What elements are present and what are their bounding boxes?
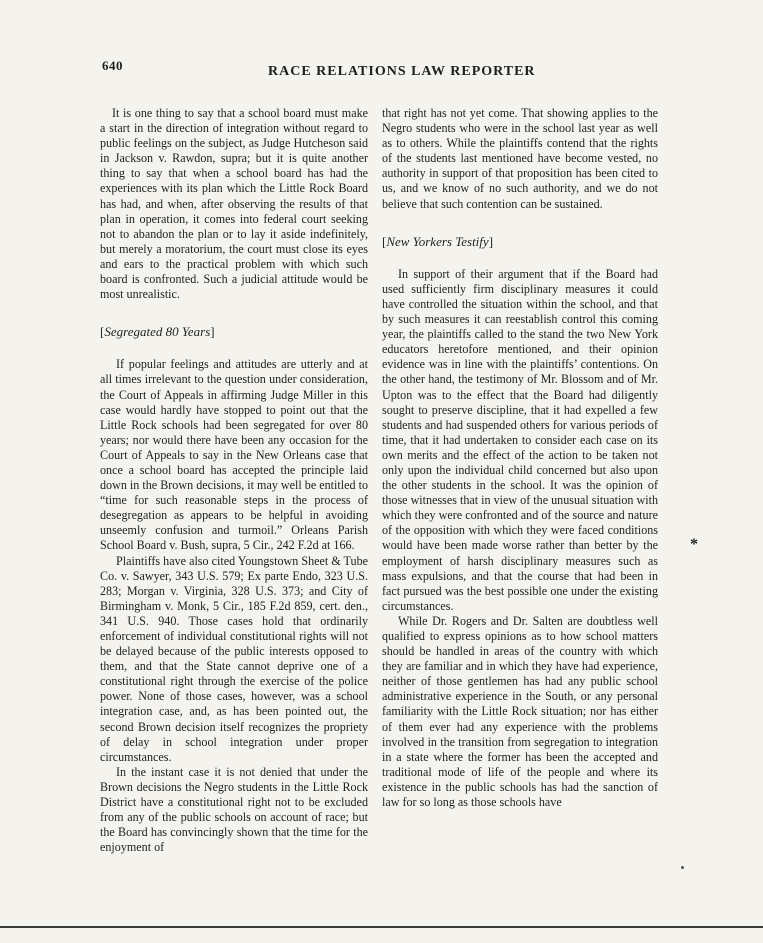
right-column <box>382 106 658 810</box>
paragraph: In the instant case it is not denied that under the Brown decisions the Negro students in the Little Rock District have a constitutional right not to be excluded from any of the public schools on account of race; but the Board has convincingly shown that the time for the enjoyment of <box>100 764 368 855</box>
stray-ink-dot <box>681 866 684 869</box>
page-number: 640 <box>102 58 123 73</box>
left-column <box>100 106 368 855</box>
section-heading: [Segregated 80 Years] <box>100 324 215 340</box>
stray-ink-mark: * <box>690 536 698 553</box>
section-heading: [New Yorkers Testify] <box>382 233 494 249</box>
paragraph: While Dr. Rogers and Dr. Salten are doubtless well qualified to express opinions as to how school matters should be handled in areas of the country with which they are familiar and in which they have had experience, neither of those gentlemen has had any public school administrative experience in the South, or any personal familiarity with the Little Rock situation; nor has either of them ever had any experience with the problems involved in the transition from segregation to integration in a state where the former has been the accepted and traditional mode of life of the people and where its existence in the public schools has had the sanction of law for so long as those schools have <box>382 613 658 810</box>
paragraph: Plaintiffs have also cited Youngstown Sheet & Tube Co. v. Sawyer, 343 U.S. 579; Ex parte Endo, 323 U.S. 283; Morgan v. Virginia, 328 U.S. 373; and City of Birmingham v. Monk, 5 Cir., 185 F.2d 859, cert. den., 341 U.S. 940. Those cases hold that ordinarily enforcement of individual constitutional rights will not be delayed because of the public interests opposed to them, and that the State cannot deprive one of a constitutional right through the exercise of the police power. None of those cases, however, was a school integration case, and, as has been pointed out, the second Brown decision itself recognizes the propriety of delay in school integration under proper circumstances. <box>100 553 368 764</box>
page-bottom-rule <box>0 926 763 928</box>
paragraph: If popular feelings and attitudes are utterly and at all times irrelevant to the question under consideration, the Court of Appeals in affirming Judge Miller in this case would hardly have stopped to point out that the Little Rock schools had been segregated for over 80 years; nor would there have been any occasion for the Court of Appeals to say in the New Orleans case that once a school board has accepted the principle laid down in the Brown decisions, it may well be entitled to “time for such reasonable steps in the process of desegregation as appears to be helpful in avoiding unseemly confusion and turmoil.” Orleans Parish School Board v. Bush, supra, 5 Cir., 242 F.2d at 166. <box>100 357 368 553</box>
paragraph: It is one thing to say that a school board must make a start in the direction of integration without regard to public feelings on the subject, as Judge Hutcheson said in Jackson v. Rawdon, supra; but it is quite another thing to say that when a school board has had the experiences with its plan which the Little Rock Board has had, and when, after observing the results of that plan in operation, it comes into federal court seeking not to abandon the plan or to lay it aside indefinitely, but merely a moratorium, the court must close its eyes and ears to the practical problem with which such board is confronted. Such a judicial attitude would be most unrealistic. <box>100 106 368 302</box>
paragraph: that right has not yet come. That showing applies to the Negro students who were in the school last year as well as to others. While the plaintiffs contend that the rights of the students last mentioned have become vested, no authority in support of that proposition has been cited to us, and we know of no such authority, and we do not believe that such contention can be sustained. <box>382 106 658 211</box>
running-head: RACE RELATIONS LAW REPORTER <box>268 64 536 79</box>
section-heading-text: New Yorkers Testify <box>386 233 489 249</box>
section-heading-text: Segregated 80 Years <box>104 324 211 340</box>
paragraph: In support of their argument that if the Board had used sufficiently firm disciplinary measures it could have controlled the situation within the school, and that by such measures it can reestablish control this coming year, the plaintiffs called to the stand the two New York educators heretofore mentioned, and their opinion evidence was in line with the plaintiffs’ contentions. On the other hand, the testimony of Mr. Blossom and of Mr. Upton was to the effect that the Board had diligently sought to preserve discipline, that it had expelled a few students and had suspended others for various periods of time, that it had undertaken to consider each case on its own merits and the effect of the action to be taken not only upon the individual child concerned but also upon the other students in the school. It was the opinion of those witnesses that in view of the unusual situation with which they were confronted and of the source and nature of the opposition with which they were faced conditions would have been made worse rather than better by the employment of harsh disciplinary measures such as mass expulsions, and that the course that had been in fact pursued was the best possible one under the existing circumstances. <box>382 266 658 613</box>
